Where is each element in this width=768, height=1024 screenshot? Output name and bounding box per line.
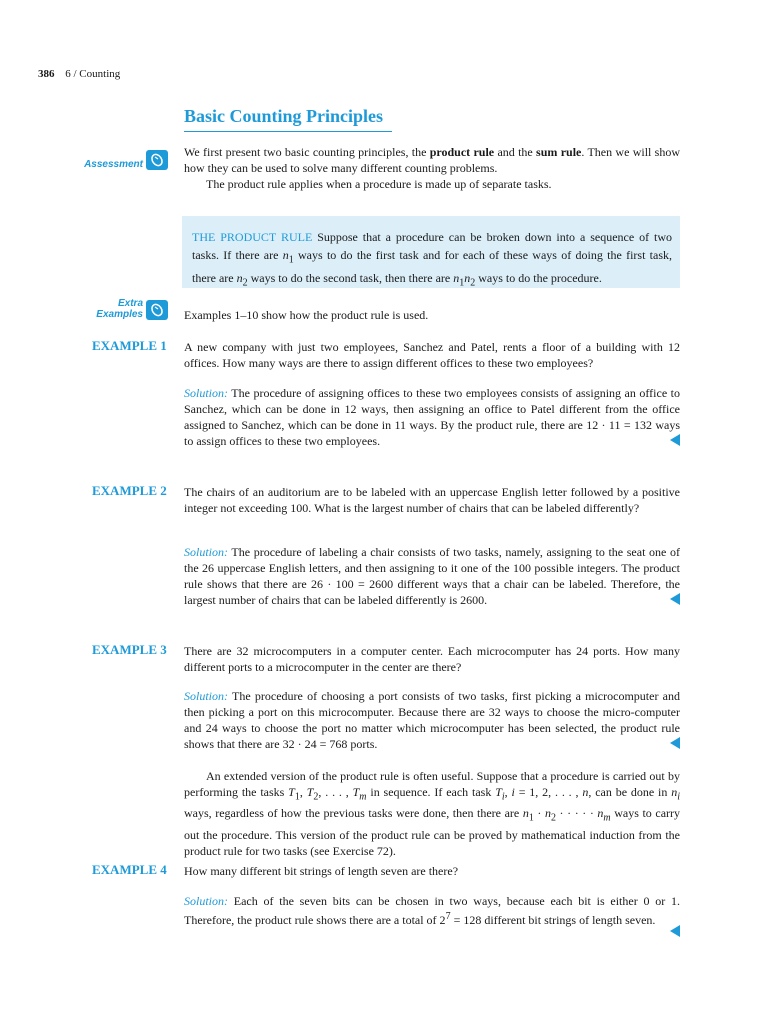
example-4-label: EXAMPLE 4	[92, 862, 167, 877]
intro-paragraph-2: The product rule applies when a procedure is made up of separate tasks.	[206, 177, 552, 191]
example-4-solution: Solution: Each of the seven bits can be chosen in two ways, because each bit is either 0 or 1. Therefore, the product rule shows there are a total of $2^7 = 128$ different bit strings of length seven.	[184, 894, 680, 927]
extra-examples-label: Extra Examples	[96, 298, 143, 320]
assessment-label: Assessment	[84, 159, 143, 170]
chapter-title: 6 / Counting	[65, 68, 121, 80]
product-rule-text: THE PRODUCT RULE Suppose that a procedure can be broken down into a sequence of two tasks. If there are $n_1$ ways to do the first task and for each of these ways of doing the first task, there are $n_2$ ways to do the second task, then there are $n_1n_2$ ways to do the procedure.	[192, 230, 673, 289]
example-2-label: EXAMPLE 2	[92, 483, 167, 498]
example-3-solution: Solution: The procedure of choosing a port consists of two tasks, first picking a microcomputer and then picking a port on this microcomputer. Because there are 32 ways to choose the micro-computer and 24 ways to choose the port no matter which microcomputer has been selected, the product rule shows that there are 32 · 24 = 768 ports.	[184, 689, 680, 751]
extended-product-rule-paragraph: An extended version of the product rule is often useful. Suppose that a procedure is carried out by performing the tasks $T_1$, $T_2$, . . . , $T_m$ in sequence. If each task $T_i$, i = 1, 2, . . . , n, can be done in $n_i$ ways, regardless of how the previous tasks were done, then there are $n_1 \cdot n_2$ · · · · · $n_m$ ways to carry out the procedure. This version of the product rule can be proved by mathematical induction from the product rule for two tasks (see Exercise 72).	[184, 769, 681, 858]
product-rule-label: THE PRODUCT RULE	[192, 230, 313, 244]
section-title: Basic Counting Principles	[184, 106, 392, 132]
end-of-example-triangle-icon	[670, 593, 680, 605]
example-1-question: A new company with just two employees, Sanchez and Patel, rents a floor of a building with 12 offices. How many ways are there to assign different offices to these two employees?	[184, 340, 680, 370]
extra-examples-mouse-icon	[146, 300, 168, 320]
example-3-label: EXAMPLE 3	[92, 642, 167, 657]
extra-examples-link[interactable]	[96, 298, 168, 320]
running-head	[38, 68, 120, 80]
example-2-solution: Solution: The procedure of labeling a chair consists of two tasks, namely, assigning to the seat one of the 26 uppercase English letters, and then assigning to it one of the 100 possible integers. The product rule shows that there are 26 · 100 = 2600 different ways that a chair can be labeled. Therefore, the largest number of chairs that can be labeled differently is 2600.	[184, 545, 680, 607]
assessment-mouse-icon	[146, 150, 168, 170]
end-of-example-triangle-icon	[670, 925, 680, 937]
example-1-solution: Solution: The procedure of assigning offices to these two employees consists of assigning an office to Sanchez, which can be done in 12 ways, then assigning an office to Patel different from the office assigned to Sanchez, which can be done in 11 ways. By the product rule, there are 12 · 11 = 132 ways to assign offices to these two employees.	[184, 386, 680, 448]
example-1-label: EXAMPLE 1	[92, 338, 167, 353]
page-number: 386	[38, 68, 55, 80]
end-of-example-triangle-icon	[670, 434, 680, 446]
example-4-question: How many different bit strings of length seven are there?	[184, 864, 459, 878]
intro-paragraph: We first present two basic counting principles, the product rule and the sum rule. Then we will show how they can be used to solve many different counting problems.	[184, 145, 681, 175]
product-rule-box	[182, 216, 680, 288]
example-3-question: There are 32 microcomputers in a computer center. Each microcomputer has 24 ports. How many different ports to a microcomputer in the center are there?	[184, 644, 680, 674]
assessment-link[interactable]	[84, 150, 168, 170]
example-2-question: The chairs of an auditorium are to be labeled with an uppercase English letter followed by a positive integer not exceeding 100. What is the largest number of chairs that can be labeled differently?	[184, 485, 680, 515]
end-of-example-triangle-icon	[670, 737, 680, 749]
examples-intro: Examples 1–10 show how the product rule is used.	[184, 308, 429, 322]
